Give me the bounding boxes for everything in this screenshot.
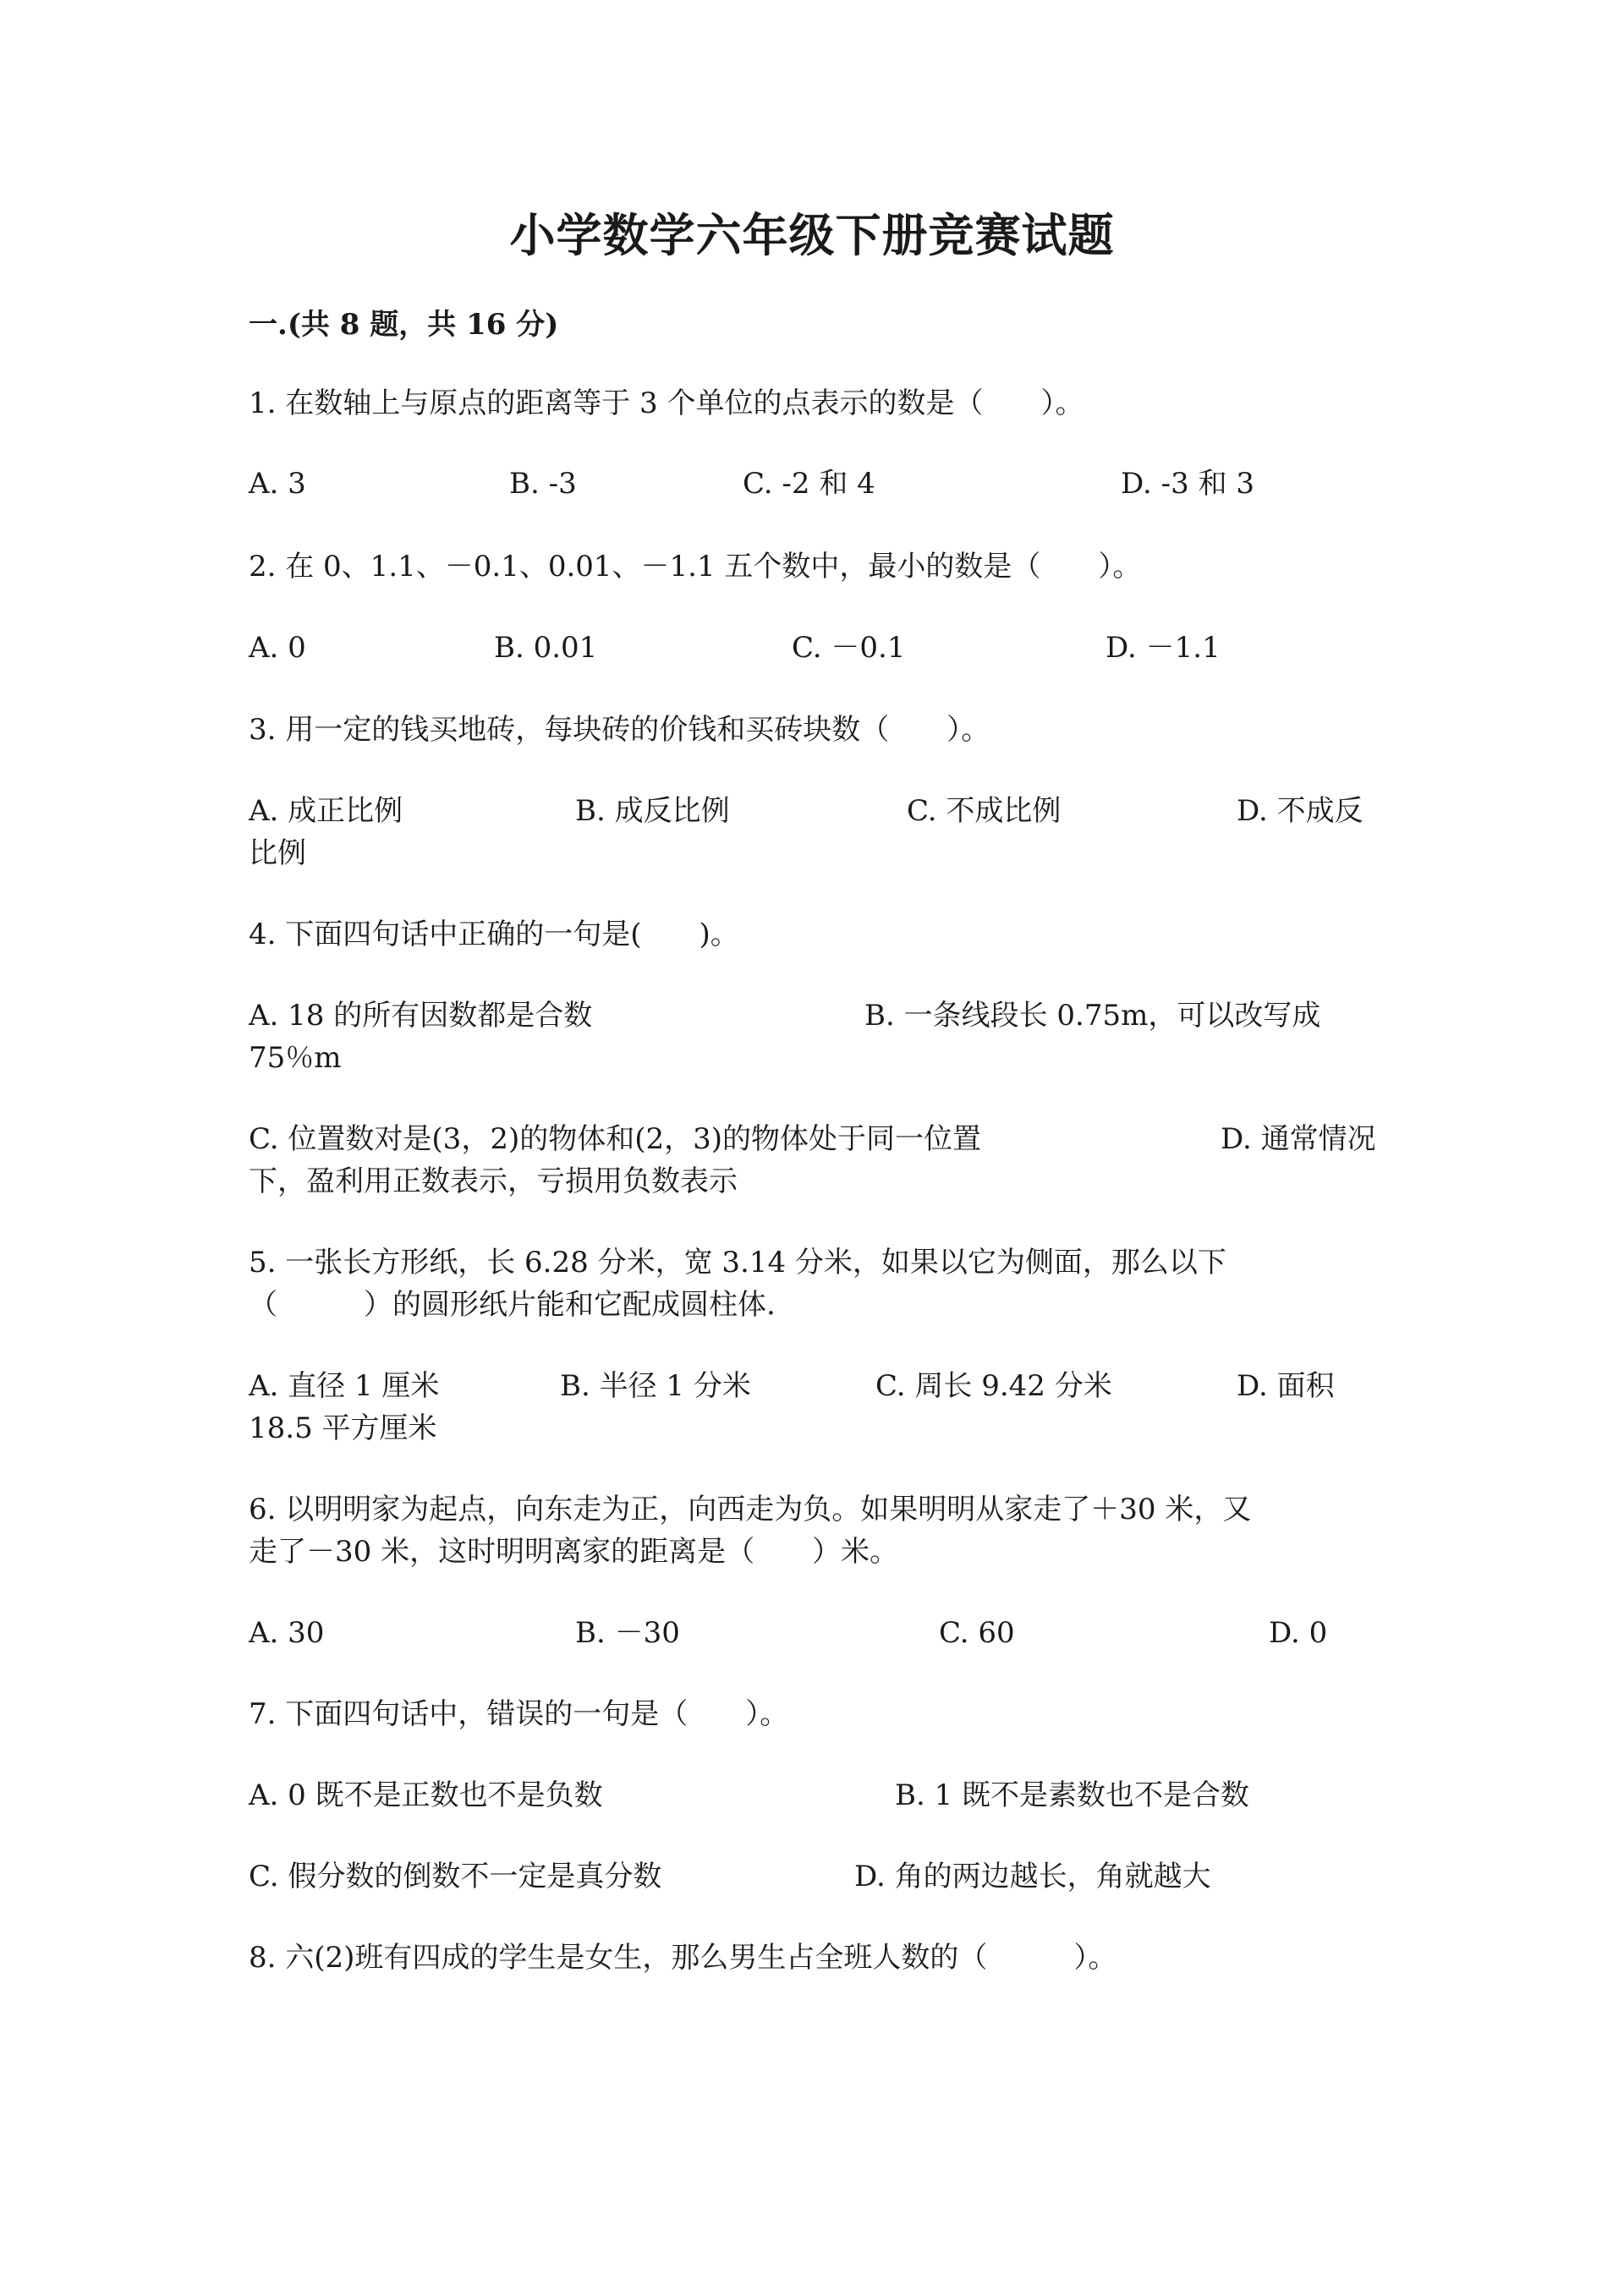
question-1-option-b: B. -3 bbox=[509, 467, 577, 501]
question-5-option-a: A. 直径 1 厘米 bbox=[249, 1369, 440, 1403]
question-3-option-b: B. 成反比例 bbox=[575, 794, 730, 828]
question-3-option-c: C. 不成比例 bbox=[907, 794, 1062, 828]
question-5-option-d: D. 面积 bbox=[1237, 1369, 1335, 1403]
question-7-option-d: D. 角的两边越长，角就越大 bbox=[854, 1860, 1211, 1893]
question-5-option-b: B. 半径 1 分米 bbox=[560, 1369, 751, 1403]
question-6-option-a: A. 30 bbox=[249, 1616, 325, 1650]
question-4-option-a: A. 18 的所有因数都是合数 bbox=[249, 999, 593, 1033]
question-1-option-d: D. -3 和 3 bbox=[1121, 467, 1255, 501]
question-6-option-d: D. 0 bbox=[1269, 1616, 1328, 1650]
question-6-option-c: C. 60 bbox=[939, 1616, 1015, 1650]
question-7-option-b: B. 1 既不是素数也不是合数 bbox=[895, 1778, 1250, 1812]
question-5-stem-line1: 5. 一张长方形纸，长 6.28 分米，宽 3.14 分米，如果以它为侧面，那么以下 bbox=[249, 1246, 1226, 1280]
question-6-option-b: B. －30 bbox=[575, 1616, 680, 1650]
question-3-stem: 3. 用一定的钱买地砖，每块砖的价钱和买砖块数（ ）。 bbox=[249, 713, 990, 747]
question-7-stem: 7. 下面四句话中，错误的一句是（ ）。 bbox=[249, 1697, 789, 1731]
question-1-option-a: A. 3 bbox=[249, 467, 306, 501]
question-2-stem: 2. 在 0、1.1、－0.1、0.01、－1.1 五个数中，最小的数是（ ）。 bbox=[249, 550, 1142, 584]
section-heading: 一.(共 8 题，共 16 分) bbox=[249, 308, 559, 342]
question-2-option-b: B. 0.01 bbox=[494, 631, 598, 665]
question-1-option-c: C. -2 和 4 bbox=[743, 467, 875, 501]
question-4-option-c: C. 位置数对是(3，2)的物体和(2，3)的物体处于同一位置 bbox=[249, 1122, 982, 1156]
question-2-option-d: D. －1.1 bbox=[1106, 631, 1221, 665]
question-2-option-a: A. 0 bbox=[249, 631, 306, 665]
question-1-stem: 1. 在数轴上与原点的距离等于 3 个单位的点表示的数是（ ）。 bbox=[249, 386, 1084, 420]
question-5-stem-line2: （ ）的圆形纸片能和它配成圆柱体. bbox=[249, 1288, 776, 1322]
question-6-stem-line1: 6. 以明明家为起点，向东走为正，向西走为负。如果明明从家走了＋30 米，又 bbox=[249, 1493, 1252, 1526]
question-3-option-d-continued: 比例 bbox=[249, 836, 306, 870]
question-4-option-d: D. 通常情况 bbox=[1221, 1122, 1376, 1156]
question-4-option-b-continued: 75％m bbox=[249, 1041, 342, 1075]
question-8-stem: 8. 六(2)班有四成的学生是女生，那么男生占全班人数的（ ）。 bbox=[249, 1941, 1117, 1975]
question-3-option-a: A. 成正比例 bbox=[249, 794, 403, 828]
question-6-stem-line2: 走了－30 米，这时明明离家的距离是（ ）米。 bbox=[249, 1535, 899, 1569]
question-5-option-c: C. 周长 9.42 分米 bbox=[875, 1369, 1112, 1403]
question-4-stem: 4. 下面四句话中正确的一句是( )。 bbox=[249, 918, 739, 951]
page-title: 小学数学六年级下册竞赛试题 bbox=[509, 208, 1115, 262]
question-7-option-c: C. 假分数的倒数不一定是真分数 bbox=[249, 1860, 662, 1893]
question-2-option-c: C. －0.1 bbox=[792, 631, 906, 665]
question-4-option-b: B. 一条线段长 0.75m，可以改写成 bbox=[864, 999, 1321, 1033]
question-5-option-d-continued: 18.5 平方厘米 bbox=[249, 1411, 437, 1445]
question-7-option-a: A. 0 既不是正数也不是负数 bbox=[249, 1778, 603, 1812]
question-4-option-d-continued: 下，盈利用正数表示，亏损用负数表示 bbox=[249, 1164, 738, 1198]
question-3-option-d: D. 不成反 bbox=[1237, 794, 1363, 828]
